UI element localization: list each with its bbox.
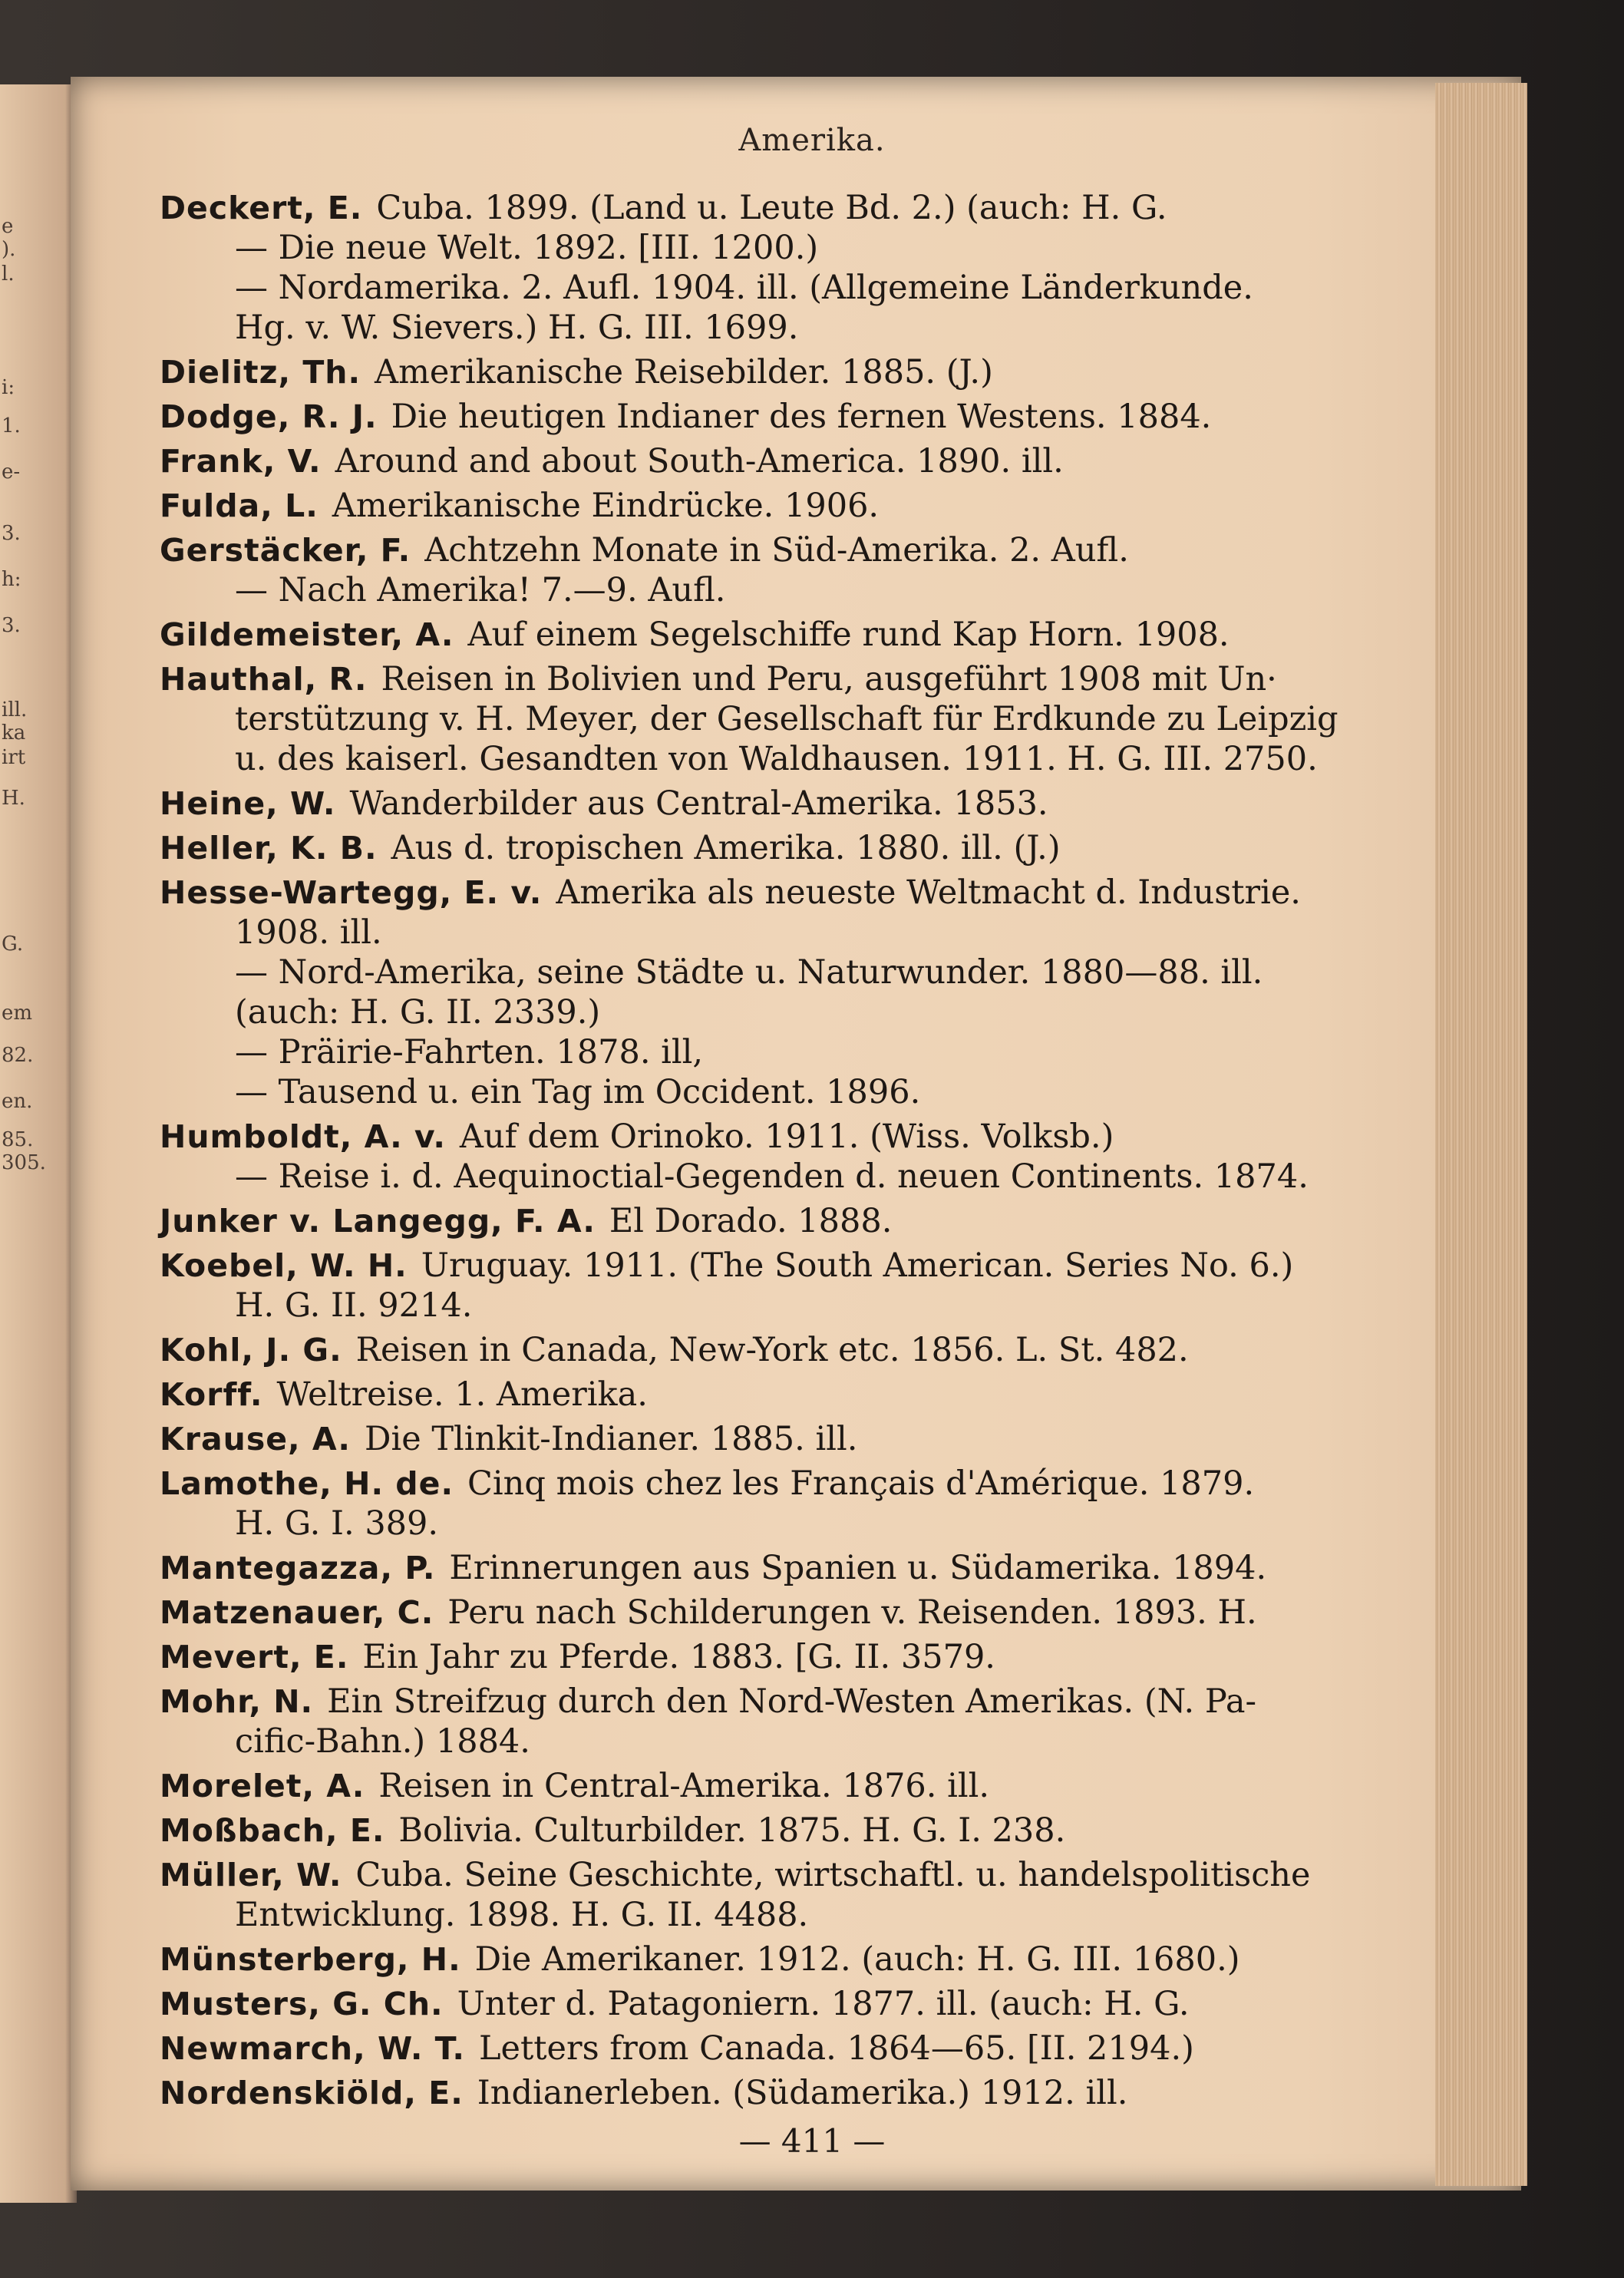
- bibliography-entry: [160, 828, 1314, 868]
- left-page-fragment: en.: [2, 1090, 33, 1113]
- bibliography-entry: [160, 1117, 1314, 1197]
- bibliography-entry: [160, 397, 1314, 437]
- entry-text: Die heutigen Indianer des fernen Westens. 1884.: [391, 398, 1212, 436]
- entry-author: Mohr, N.: [160, 1683, 314, 1720]
- entry-author: Musters, G. Ch.: [160, 1986, 444, 2022]
- entry-author: Lamothe, H. de.: [160, 1465, 454, 1502]
- entry-text: H. G. II. 9214.: [235, 1286, 473, 1325]
- bibliography-entry: [160, 530, 1314, 610]
- left-page-fragment: h:: [2, 568, 21, 591]
- entry-author: Nordenskiöld, E.: [160, 2075, 464, 2111]
- entry-text: (auch: H. G. II. 2339.): [235, 993, 601, 1032]
- page-number: — 411 —: [738, 2122, 886, 2160]
- entry-text: Die Tlinkit-Indianer. 1885. ill.: [364, 1420, 858, 1458]
- entry-text: — Nach Amerika! 7.—9. Aufl.: [235, 571, 726, 609]
- entry-author: Gerstäcker, F.: [160, 532, 411, 569]
- entry-text: Reisen in Central-Amerika. 1876. ill.: [378, 1767, 990, 1805]
- entry-text: Around and about South-America. 1890. ill.: [335, 442, 1064, 480]
- entry-first-line: [160, 1419, 1314, 1459]
- entry-continuation-line: [160, 1895, 1314, 1935]
- left-page-fragment: 3.: [2, 614, 21, 637]
- entry-text: Auf einem Segelschiffe rund Kap Horn. 1908.: [467, 616, 1230, 654]
- page-block-edge: [1435, 83, 1527, 2186]
- left-page-fragment: 305.: [2, 1151, 46, 1174]
- entry-continuation-line: [160, 570, 1314, 610]
- entry-author: Hauthal, R.: [160, 661, 368, 698]
- entry-first-line: [160, 784, 1314, 824]
- left-page-fragment: 3.: [2, 522, 21, 545]
- entry-text: Achtzehn Monate in Süd-Amerika. 2. Aufl.: [424, 531, 1129, 570]
- left-page-fragment: H.: [2, 787, 25, 810]
- left-page-fragment: ill.: [2, 698, 28, 721]
- entry-author: Mevert, E.: [160, 1639, 349, 1675]
- bibliography-entry: [160, 2029, 1314, 2068]
- entry-text: Unter d. Patagoniern. 1877. ill. (auch: H. G.: [457, 1985, 1190, 2023]
- entry-text: Bolivia. Culturbilder. 1875. H. G. I. 238.: [398, 1811, 1066, 1850]
- entry-text: Peru nach Schilderungen v. Reisenden. 1893. H.: [447, 1593, 1257, 1632]
- entry-continuation-line: [160, 952, 1314, 992]
- entry-continuation-line: [160, 1032, 1314, 1072]
- entry-first-line: [160, 1375, 1314, 1415]
- page-header: Amerika.: [738, 123, 886, 158]
- entry-author: Gildemeister, A.: [160, 616, 454, 653]
- entry-continuation-line: [160, 913, 1314, 952]
- entry-text: Amerika als neueste Weltmacht d. Industrie.: [556, 873, 1301, 912]
- entry-text: Amerikanische Eindrücke. 1906.: [332, 487, 880, 525]
- entry-author: Matzenauer, C.: [160, 1594, 434, 1631]
- bibliography-entry: [160, 1419, 1314, 1459]
- bibliography-entry: [160, 352, 1314, 392]
- bibliography-entry: [160, 1548, 1314, 1588]
- entry-author: Junker v. Langegg, F. A.: [160, 1203, 596, 1240]
- bibliography-entry: [160, 1855, 1314, 1935]
- entry-author: Dodge, R. J.: [160, 398, 378, 435]
- entry-continuation-line: [160, 992, 1314, 1032]
- bibliography-entry: [160, 1984, 1314, 2024]
- bibliography-list: [160, 188, 1338, 2118]
- bibliography-entry: [160, 441, 1314, 481]
- entry-text: Indianerleben. (Südamerika.) 1912. ill.: [477, 2074, 1128, 2112]
- left-page-fragment: ka: [2, 721, 26, 744]
- entry-author: Münsterberg, H.: [160, 1941, 461, 1978]
- bibliography-entry: [160, 1766, 1314, 1806]
- bibliography-entry: [160, 1811, 1314, 1850]
- entry-first-line: [160, 1330, 1314, 1370]
- entry-first-line: [160, 1464, 1314, 1504]
- bibliography-entry: [160, 615, 1314, 655]
- entry-text: — Nordamerika. 2. Aufl. 1904. ill. (Allgemeine Länderkunde.: [235, 269, 1253, 307]
- entry-text: Wanderbilder aus Central-Amerika. 1853.: [349, 784, 1048, 823]
- entry-author: Heller, K. B.: [160, 830, 378, 867]
- bibliography-entry: [160, 1637, 1314, 1677]
- entry-author: Kohl, J. G.: [160, 1332, 342, 1368]
- entry-text: Ein Streifzug durch den Nord-Westen Amerikas. (N. Pa-: [327, 1682, 1257, 1721]
- entry-first-line: [160, 1637, 1314, 1677]
- entry-continuation-line: [160, 268, 1314, 308]
- bibliography-entry: [160, 1682, 1314, 1761]
- entry-first-line: [160, 1811, 1314, 1850]
- entry-first-line: [160, 2029, 1314, 2068]
- bibliography-entry: [160, 1246, 1314, 1326]
- entry-author: Frank, V.: [160, 443, 322, 480]
- entry-first-line: [160, 1246, 1314, 1286]
- entry-text: Amerikanische Reisebilder. 1885. (J.): [375, 353, 993, 391]
- entry-continuation-line: [160, 1722, 1314, 1761]
- entry-text: Entwicklung. 1898. H. G. II. 4488.: [235, 1896, 809, 1934]
- entry-text: Ein Jahr zu Pferde. 1883. [G. II. 3579.: [362, 1638, 995, 1676]
- bibliography-entry: [160, 784, 1314, 824]
- entry-text: — Präirie-Fahrten. 1878. ill,: [235, 1033, 704, 1071]
- entry-continuation-line: [160, 739, 1318, 779]
- entry-continuation-line: [160, 308, 1314, 348]
- entry-author: Newmarch, W. T.: [160, 2030, 465, 2067]
- bibliography-entry: [160, 2073, 1314, 2113]
- entry-first-line: [160, 873, 1314, 913]
- entry-author: Hesse-Wartegg, E. v.: [160, 874, 543, 911]
- entry-first-line: [160, 1593, 1314, 1633]
- entry-text: H. G. I. 389.: [235, 1504, 439, 1543]
- entry-first-line: [160, 659, 1314, 699]
- entry-first-line: [160, 1940, 1314, 1979]
- entry-text: Reisen in Canada, New-York etc. 1856. L. St. 482.: [355, 1331, 1189, 1369]
- entry-first-line: [160, 397, 1314, 437]
- entry-first-line: [160, 1855, 1314, 1895]
- bibliography-entry: [160, 486, 1314, 526]
- entry-first-line: [160, 1766, 1314, 1806]
- entry-author: Fulda, L.: [160, 487, 319, 524]
- bibliography-entry: [160, 1201, 1314, 1241]
- entry-first-line: [160, 1682, 1314, 1722]
- entry-text: terstützung v. H. Meyer, der Gesellschaft für Erdkunde zu Leipzig: [235, 700, 1338, 738]
- entry-text: Die Amerikaner. 1912. (auch: H. G. III. 1680.): [474, 1940, 1240, 1979]
- entry-continuation-line: [160, 1072, 1314, 1112]
- entry-author: Heine, W.: [160, 785, 336, 822]
- left-page-fragment: l.: [2, 262, 15, 286]
- entry-text: Aus d. tropischen Amerika. 1880. ill. (J.): [391, 829, 1061, 867]
- entry-author: Moßbach, E.: [160, 1812, 385, 1849]
- entry-text: Cuba. 1899. (Land u. Leute Bd. 2.) (auch: H. G.: [376, 189, 1167, 227]
- entry-first-line: [160, 615, 1314, 655]
- bibliography-entry: [160, 1464, 1314, 1543]
- bibliography-entry: [160, 1940, 1314, 1979]
- entry-author: Koebel, W. H.: [160, 1247, 408, 1284]
- left-page-fragment: em: [2, 1002, 33, 1025]
- entry-text: — Die neue Welt. 1892. [III. 1200.): [235, 229, 819, 267]
- entry-text: — Tausend u. ein Tag im Occident. 1896.: [235, 1073, 921, 1111]
- entry-first-line: [160, 486, 1314, 526]
- entry-author: Humboldt, A. v.: [160, 1118, 446, 1155]
- entry-continuation-line: [160, 1157, 1314, 1197]
- entry-text: Letters from Canada. 1864—65. [II. 2194.): [479, 2029, 1194, 2068]
- left-page-fragment: 85.: [2, 1128, 34, 1151]
- entry-first-line: [160, 1117, 1314, 1157]
- left-page-fragment: ).: [2, 238, 16, 261]
- left-page-fragment: e: [2, 215, 14, 238]
- entry-text: — Nord-Amerika, seine Städte u. Naturwunder. 1880—88. ill.: [235, 953, 1263, 992]
- entry-text: Reisen in Bolivien und Peru, ausgeführt 1908 mit Un·: [381, 660, 1277, 698]
- entry-text: cific-Bahn.) 1884.: [235, 1722, 530, 1761]
- entry-first-line: [160, 1548, 1314, 1588]
- entry-text: Weltreise. 1. Amerika.: [276, 1375, 648, 1414]
- entry-first-line: [160, 2073, 1314, 2113]
- entry-author: Morelet, A.: [160, 1768, 365, 1804]
- bibliography-entry: [160, 1330, 1314, 1370]
- left-page-edge: [0, 84, 77, 2203]
- bibliography-entry: [160, 188, 1314, 348]
- bibliography-entry: [160, 659, 1338, 779]
- left-page-fragment: irt: [2, 746, 26, 769]
- entry-text: Cinq mois chez les Français d'Amérique. 1879.: [467, 1464, 1255, 1503]
- entry-text: Uruguay. 1911. (The South American. Series No. 6.): [421, 1246, 1294, 1285]
- entry-first-line: [160, 530, 1314, 570]
- bibliography-entry: [160, 873, 1314, 1112]
- bibliography-entry: [160, 1375, 1314, 1415]
- entry-first-line: [160, 352, 1314, 392]
- entry-author: Korff.: [160, 1376, 263, 1413]
- entry-first-line: [160, 1201, 1314, 1241]
- left-page-fragment: i:: [2, 376, 15, 399]
- entry-continuation-line: [160, 1286, 1314, 1326]
- entry-text: 1908. ill.: [235, 913, 382, 952]
- entry-continuation-line: [160, 1504, 1314, 1543]
- entry-continuation-line: [160, 699, 1338, 739]
- entry-text: — Reise i. d. Aequinoctial-Gegenden d. neuen Continents. 1874.: [235, 1157, 1309, 1196]
- entry-text: Erinnerungen aus Spanien u. Südamerika. 1894.: [449, 1549, 1267, 1587]
- entry-author: Müller, W.: [160, 1857, 342, 1893]
- left-page-fragment: e-: [2, 461, 21, 484]
- entry-text: Cuba. Seine Geschichte, wirtschaftl. u. handelspolitische: [355, 1856, 1311, 1894]
- entry-author: Krause, A.: [160, 1421, 351, 1458]
- left-page-fragment: 1.: [2, 414, 21, 437]
- entry-first-line: [160, 828, 1314, 868]
- left-page-fragment: G.: [2, 933, 24, 956]
- left-page-fragment: 82.: [2, 1044, 34, 1067]
- entry-first-line: [160, 1984, 1314, 2024]
- bibliography-entry: [160, 1593, 1314, 1633]
- entry-author: Mantegazza, P.: [160, 1550, 436, 1586]
- entry-text: Hg. v. W. Sievers.) H. G. III. 1699.: [235, 309, 799, 347]
- entry-text: u. des kaiserl. Gesandten von Waldhausen. 1911. H. G. III. 2750.: [235, 740, 1318, 778]
- entry-first-line: [160, 188, 1314, 228]
- entry-first-line: [160, 441, 1314, 481]
- entry-author: Dielitz, Th.: [160, 354, 361, 391]
- entry-text: Auf dem Orinoko. 1911. (Wiss. Volksb.): [459, 1118, 1114, 1156]
- entry-text: El Dorado. 1888.: [609, 1202, 893, 1240]
- entry-author: Deckert, E.: [160, 190, 363, 226]
- entry-continuation-line: [160, 228, 1314, 268]
